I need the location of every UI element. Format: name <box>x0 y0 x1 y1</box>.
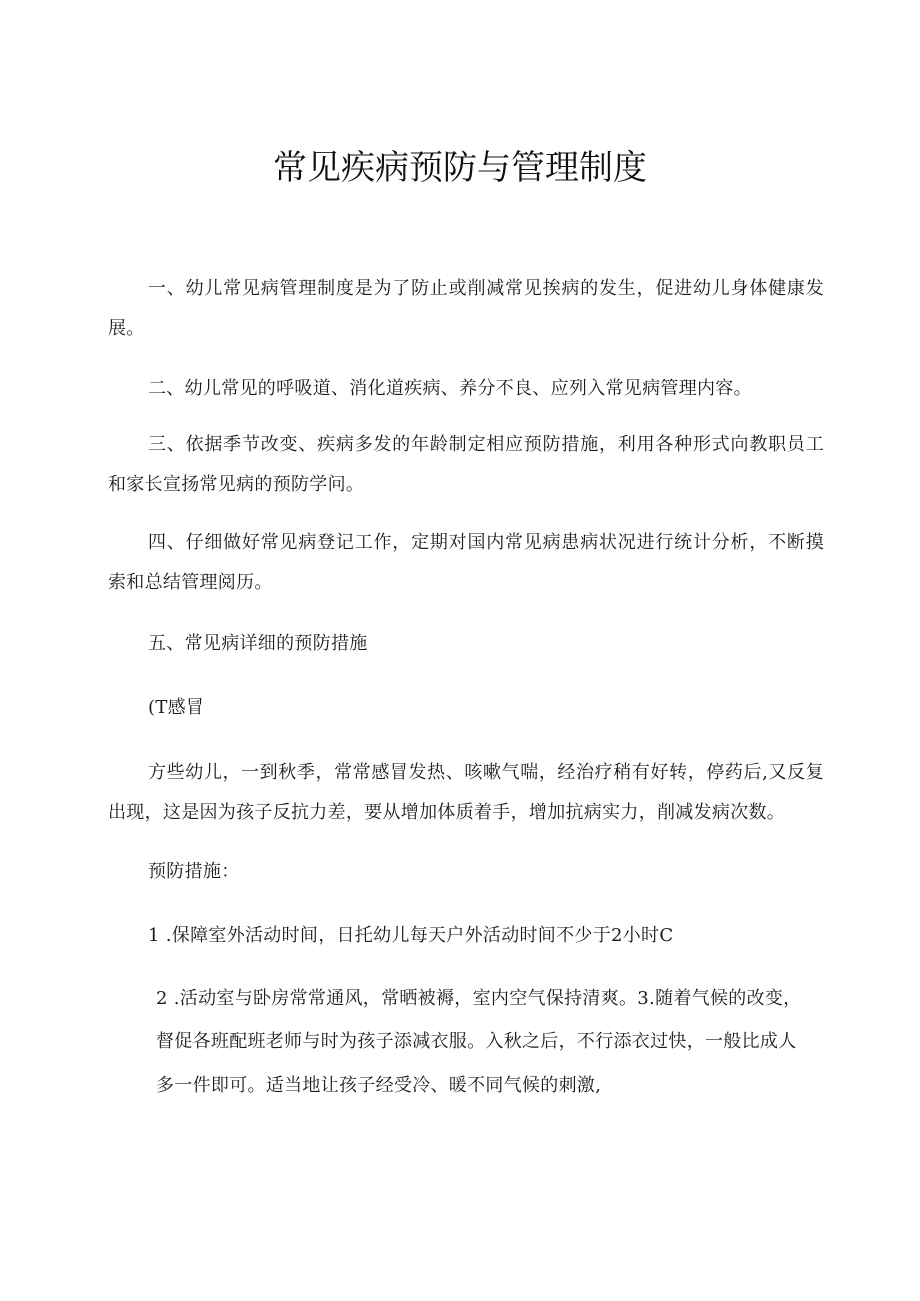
list-item-2-line-2: 督促各班配班老师与时为孩子添减衣服。入秋之后，不行添衣过快，一般比成人 <box>156 1031 797 1052</box>
list-item-2-line-3: 多一件即可。适当地让孩子经受冷、暖不同气候的刺激, <box>156 1075 602 1096</box>
paragraph-7: 方些幼儿，一到秋季，常常感冒发热、咳嗽气喘，经治疗稍有好转，停药后,又反复出现，这是因为孩子反抗力差，要从增加体质着手，增加抗病实力，削减发病次数。 <box>108 762 824 823</box>
paragraph-5-heading: 五、常见病详细的预防措施 <box>148 633 368 654</box>
paragraph-4: 四、仔细做好常见病登记工作，定期对国内常见病患病状况进行统计分析，不断摸索和总结管理阅历。 <box>108 532 824 593</box>
paragraph-2: 二、幼儿常见的呼吸道、消化道疾病、养分不良、应列入常见病管理内容。 <box>148 378 752 399</box>
paragraph-6-subheading: (T感冒 <box>148 697 205 718</box>
list-item-2-line-1: 2 .活动室与卧房常常通风，常晒被褥，室内空气保持清爽。3.随着气候的改变， <box>156 988 802 1009</box>
paragraph-8-measures-label: 预防措施： <box>148 861 240 882</box>
paragraph-3: 三、依据季节改变、疾病多发的年龄制定相应预防措施，利用各种形式向教职员工和家长宣扬常见病的预防学问。 <box>108 434 824 495</box>
document-title: 常见疾病预防与管理制度 <box>273 148 647 188</box>
list-item-1: 1 .保障室外活动时间，日托幼儿每天户外活动时间不少于2小时C <box>148 925 674 946</box>
paragraph-1: 一、幼儿常见病管理制度是为了防止或削减常见挨病的发生，促进幼儿身体健康发展。 <box>108 278 824 339</box>
